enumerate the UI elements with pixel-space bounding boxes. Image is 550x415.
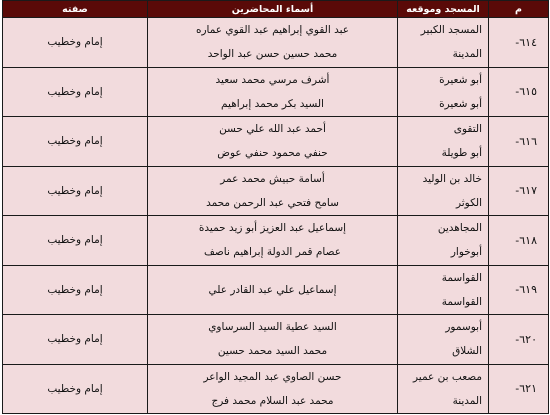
role-cell: إمام وخطيب xyxy=(3,117,148,167)
lecturer-name: محمد حسين حسن عبد الواحد xyxy=(207,48,338,61)
mosque-location: الشلاق xyxy=(452,345,482,358)
role-cell: إمام وخطيب xyxy=(3,67,148,117)
lecturer-name: أشرف مرسي محمد سعيد xyxy=(215,73,330,86)
names-cell xyxy=(148,216,398,266)
names-cell xyxy=(148,265,398,315)
names-cell xyxy=(148,18,398,68)
names-cell xyxy=(148,364,398,414)
mosque-cell xyxy=(398,364,489,414)
mosque-location: أبو طويلة xyxy=(441,147,482,160)
mosque-cell xyxy=(398,216,489,266)
mosque-cell xyxy=(398,315,489,365)
lecturers-table-container xyxy=(2,0,548,415)
mosque-location: القواسمة xyxy=(441,295,482,308)
table-row xyxy=(3,315,549,365)
header-lecturer-names: أسماء المحاضرين xyxy=(148,1,398,18)
header-mosque-location: المسجد وموقعه xyxy=(398,1,489,18)
mosque-cell xyxy=(398,67,489,117)
lecturer-name: حنفي محمود حنفي عوض xyxy=(217,147,328,160)
mosque-location: أبو شعيرة xyxy=(439,97,482,110)
table-row xyxy=(3,67,549,117)
lecturer-name: حسن الصاوي عبد المجيد الواعر xyxy=(203,370,342,383)
role-cell: إمام وخطيب xyxy=(3,216,148,266)
names-cell xyxy=(148,315,398,365)
lecturer-name: محمد السيد محمد حسين xyxy=(217,345,328,358)
lecturer-name: سامح فتحي عبد الرحمن محمد xyxy=(206,196,339,209)
names-cell xyxy=(148,67,398,117)
lecturers-table xyxy=(2,0,549,414)
row-num: ٦٢١- xyxy=(489,364,549,414)
table-row xyxy=(3,117,549,167)
mosque-location: المدينة xyxy=(452,394,482,407)
mosque-cell xyxy=(398,265,489,315)
row-num: ٦١٨- xyxy=(489,216,549,266)
mosque-name: خالد بن الوليد xyxy=(422,172,482,185)
lecturer-name: إسماعيل عبد العزيز أبو زيد حميدة xyxy=(198,222,347,235)
role-cell: إمام وخطيب xyxy=(3,364,148,414)
role-cell: إمام وخطيب xyxy=(3,315,148,365)
lecturer-name: عبد القوي إبراهيم عبد القوي عماره xyxy=(195,24,350,37)
lecturer-name: السيد عطية السيد السرساوي xyxy=(208,321,337,334)
mosque-cell xyxy=(398,18,489,68)
table-row xyxy=(3,265,549,315)
header-role: صفته xyxy=(3,1,148,18)
lecturer-name: أسامة حبيش محمد عمر xyxy=(220,172,325,185)
row-num: ٦١٧- xyxy=(489,166,549,216)
mosque-name: القواسمة xyxy=(441,271,482,284)
table-row xyxy=(3,216,549,266)
names-cell xyxy=(148,117,398,167)
mosque-location: الكوثر xyxy=(455,196,482,209)
mosque-name: أبوسمور xyxy=(445,321,482,334)
role-cell: إمام وخطيب xyxy=(3,18,148,68)
mosque-name: المسجد الكبير xyxy=(420,24,482,37)
row-num: ٦١٦- xyxy=(489,117,549,167)
table-row xyxy=(3,166,549,216)
table-row xyxy=(3,18,549,68)
names-cell xyxy=(148,166,398,216)
mosque-location: أبوخوار xyxy=(450,246,482,259)
mosque-name: التقوى xyxy=(453,123,482,136)
mosque-name: المجاهدين xyxy=(437,222,482,235)
row-num: ٦١٥- xyxy=(489,67,549,117)
lecturer-name: السيد بكر محمد إبراهيم xyxy=(221,97,324,110)
lecturer-name: عصام قمر الدولة إبراهيم ناصف xyxy=(204,246,341,259)
table-row xyxy=(3,364,549,414)
lecturer-name: أحمد عبد الله علي حسن xyxy=(219,123,326,136)
table-header-row xyxy=(3,1,549,18)
role-cell: إمام وخطيب xyxy=(3,166,148,216)
mosque-location: المدينة xyxy=(452,48,482,61)
header-num: م xyxy=(489,1,549,18)
mosque-cell xyxy=(398,117,489,167)
mosque-name: مصعب بن عمير xyxy=(413,370,482,383)
mosque-name: أبو شعيرة xyxy=(439,73,482,86)
row-num: ٦٢٠- xyxy=(489,315,549,365)
lecturer-name: إسماعيل علي عبد القادر علي xyxy=(208,283,337,296)
lecturer-name: محمد عبد السلام محمد فرج xyxy=(211,394,334,407)
row-num: ٦١٩- xyxy=(489,265,549,315)
role-cell: إمام وخطيب xyxy=(3,265,148,315)
row-num: ٦١٤- xyxy=(489,18,549,68)
mosque-cell xyxy=(398,166,489,216)
